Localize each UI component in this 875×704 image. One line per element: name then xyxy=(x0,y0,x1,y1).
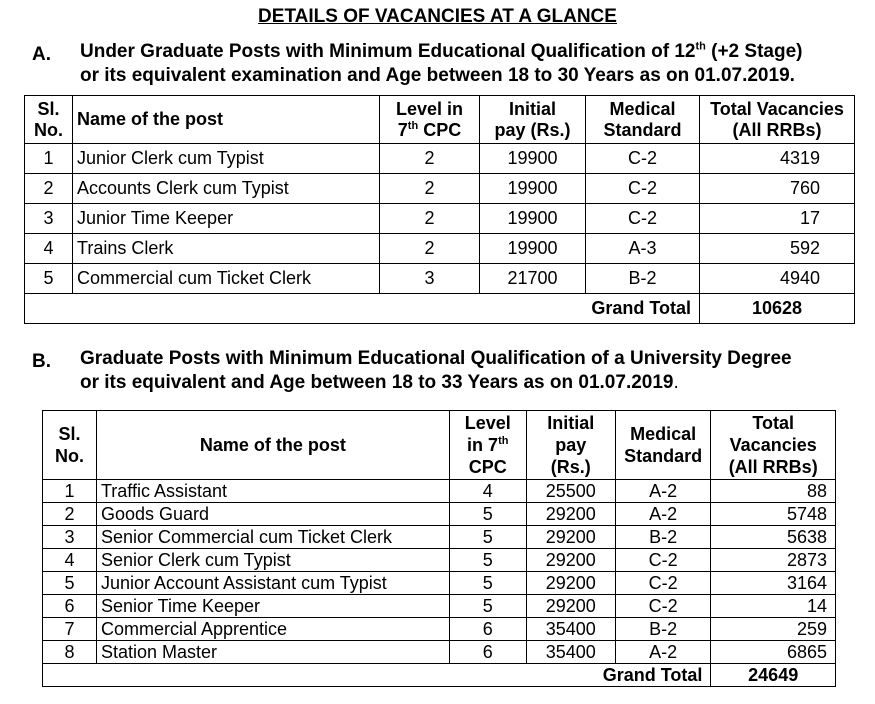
table-a-header xyxy=(25,96,855,144)
grand-total-value: 10628 xyxy=(700,294,855,324)
grand-total-row xyxy=(43,664,836,687)
section-a-letter: A. xyxy=(32,44,51,65)
section-b-heading: Graduate Posts with Minimum Educational Qualification of a University Degree or its equivalent and Age between 18 to 33 Years as on 01.07.2019. xyxy=(80,348,792,393)
table-row: 1 Traffic Assistant 4 25500 A-2 88 xyxy=(43,480,836,503)
col-level-header: Level in 7th CPC xyxy=(380,96,480,144)
col-name-header: Name of the post xyxy=(96,411,449,480)
col-name-header: Name of the post xyxy=(73,96,380,144)
section-a-heading: Under Graduate Posts with Minimum Educational Qualification of 12th (+2 Stage) or its equivalent examination and Age between 18 to 30 Years as on 01.07.2019. xyxy=(80,40,803,86)
table-b-header xyxy=(43,411,836,480)
col-medical-header: Medical Standard xyxy=(615,411,710,480)
col-sl-header: Sl. No. xyxy=(25,96,73,144)
col-sl-header: Sl. No. xyxy=(43,411,97,480)
col-vacancies-header: Total Vacancies (All RRBs) xyxy=(700,96,855,144)
grand-total-row xyxy=(25,294,855,324)
table-row: 1 Junior Clerk cum Typist 2 19900 C-2 4319 xyxy=(25,144,855,174)
table-b xyxy=(42,410,836,687)
table-row: 3 Junior Time Keeper 2 19900 C-2 17 xyxy=(25,204,855,234)
table-row: 5 Junior Account Assistant cum Typist 5 29200 C-2 3164 xyxy=(43,572,836,595)
table-row: 2 Accounts Clerk cum Typist 2 19900 C-2 760 xyxy=(25,174,855,204)
table-row: 2 Goods Guard 5 29200 A-2 5748 xyxy=(43,503,836,526)
table-row: 7 Commercial Apprentice 6 35400 B-2 259 xyxy=(43,618,836,641)
grand-total-label: Grand Total xyxy=(25,294,700,324)
col-vacancies-header: Total Vacancies (All RRBs) xyxy=(711,411,836,480)
page-title: DETAILS OF VACANCIES AT A GLANCE xyxy=(258,6,617,27)
section-b-letter: B. xyxy=(32,351,51,372)
grand-total-label: Grand Total xyxy=(43,664,711,687)
table-row: 4 Senior Clerk cum Typist 5 29200 C-2 2873 xyxy=(43,549,836,572)
table-row: 4 Trains Clerk 2 19900 A-3 592 xyxy=(25,234,855,264)
table-row: 5 Commercial cum Ticket Clerk 3 21700 B-2 4940 xyxy=(25,264,855,294)
table-a xyxy=(24,95,855,324)
table-row: 6 Senior Time Keeper 5 29200 C-2 14 xyxy=(43,595,836,618)
col-medical-header: Medical Standard xyxy=(586,96,700,144)
col-pay-header: Initial pay (Rs.) xyxy=(526,411,615,480)
table-row: 8 Station Master 6 35400 A-2 6865 xyxy=(43,641,836,664)
grand-total-value: 24649 xyxy=(711,664,836,687)
table-row: 3 Senior Commercial cum Ticket Clerk 5 29200 B-2 5638 xyxy=(43,526,836,549)
col-pay-header: Initial pay (Rs.) xyxy=(480,96,586,144)
col-level-header: Level in 7th CPC xyxy=(449,411,526,480)
